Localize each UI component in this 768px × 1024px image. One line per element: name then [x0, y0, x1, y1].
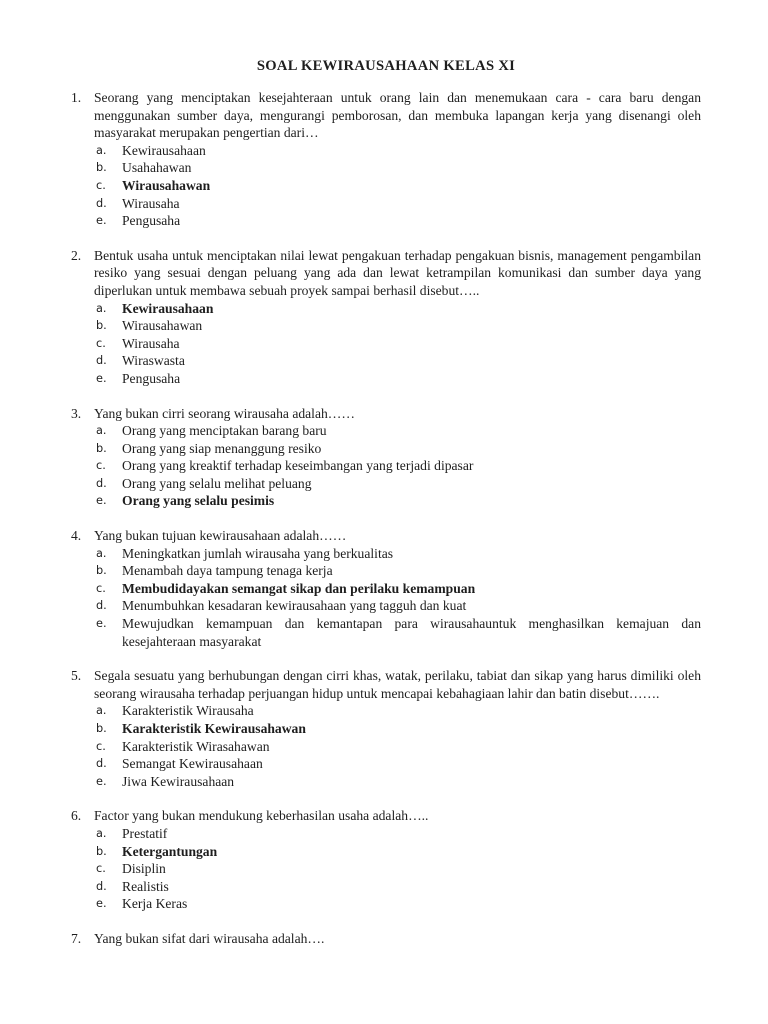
question-item — [71, 667, 701, 790]
option-text: Karakteristik Wirausaha — [122, 703, 254, 719]
option-text: Kerja Keras — [122, 896, 188, 912]
option-letter: b. — [96, 441, 107, 455]
option-letter: a. — [96, 704, 107, 718]
option-letter: d. — [96, 354, 107, 368]
option-row — [96, 457, 701, 475]
option-text: Membudidayakan semangat sikap dan perilaku kemampuan — [122, 580, 476, 596]
option-row — [96, 773, 701, 791]
option-letter: a. — [96, 826, 107, 840]
question-text: Factor yang bukan mendukung keberhasilan usaha adalah….. — [94, 808, 429, 824]
option-text: Realistis — [122, 878, 169, 894]
option-letter: e. — [96, 897, 107, 911]
question-item — [71, 527, 701, 650]
option-row — [96, 860, 701, 878]
page-title: SOAL KEWIRAUSAHAAN KELAS XI — [256, 58, 516, 74]
option-row — [96, 702, 701, 720]
option-text: Kewirausahaan — [122, 142, 206, 158]
question-number: 5. — [71, 668, 82, 684]
option-text: Wirausaha — [122, 335, 180, 351]
option-row — [96, 142, 701, 160]
option-row — [96, 440, 701, 458]
option-row — [96, 159, 701, 177]
option-row — [96, 492, 701, 510]
option-text: Ketergantungan — [122, 843, 218, 859]
question-text: Yang bukan cirri seorang wirausaha adalah…… — [94, 405, 355, 421]
option-row — [96, 597, 701, 615]
question-text: Yang bukan tujuan kewirausahaan adalah…… — [94, 528, 347, 544]
question-item — [71, 89, 701, 230]
option-letter: c. — [96, 459, 106, 473]
option-letter: c. — [96, 178, 106, 192]
option-text: Menumbuhkan kesadaran kewirausahaan yang tagguh dan kuat — [122, 598, 467, 614]
option-text: Wirausahawan — [122, 177, 211, 193]
question-number: 7. — [71, 930, 82, 946]
option-row — [96, 562, 701, 580]
question-text: Seorang yang menciptakan kesejahteraan untuk orang lain dan menemukaan cara - cara baru dengan menggunakan sumber daya, mengurangi pemborosan, dan membuka lapangan kerja yang disenangi oleh masyarakat merupakan pengertian dari… — [94, 90, 701, 141]
option-row — [96, 370, 701, 388]
option-letter: d. — [96, 599, 107, 613]
option-letter: e. — [96, 214, 107, 228]
option-list — [94, 142, 701, 230]
option-list — [94, 825, 701, 913]
question-item — [71, 405, 701, 511]
question-number: 2. — [71, 247, 82, 263]
option-row — [96, 300, 701, 318]
option-letter: c. — [96, 739, 106, 753]
question-number: 4. — [71, 528, 82, 544]
question-item — [71, 930, 701, 948]
option-list — [94, 422, 701, 510]
option-text: Prestatif — [122, 825, 168, 841]
option-text: Orang yang menciptakan barang baru — [122, 423, 327, 439]
option-text: Jiwa Kewirausahaan — [122, 773, 235, 789]
option-letter: d. — [96, 196, 107, 210]
option-letter: d. — [96, 879, 107, 893]
option-letter: b. — [96, 319, 107, 333]
question-number: 1. — [71, 90, 82, 105]
option-letter: e. — [96, 617, 107, 631]
option-text: Pengusaha — [122, 213, 181, 229]
option-row — [96, 720, 701, 738]
option-letter: c. — [96, 336, 106, 350]
option-text: Semangat Kewirausahaan — [122, 756, 263, 772]
option-text: Orang yang siap menanggung resiko — [122, 440, 322, 456]
option-row — [96, 825, 701, 843]
option-text: Orang yang selalu pesimis — [122, 493, 275, 509]
question-body — [94, 807, 701, 913]
question-text: Bentuk usaha untuk menciptakan nilai lewat pengakuan terhadap pengakuan bisnis, management pengambilan resiko yang sesuai dengan peluang yang ada dan lewat ketrampilan komunikasi dan sumber daya yang diperlukan untuk membawa sebuah proyek sampai berhasil disebut….. — [94, 247, 701, 298]
option-row — [96, 195, 701, 213]
question-body — [94, 930, 701, 948]
option-row — [96, 475, 701, 493]
option-row — [96, 352, 701, 370]
question-text: Segala sesuatu yang berhubungan dengan cirri khas, watak, perilaku, tabiat dan sikap yang harus dimiliki oleh seorang wirausaha terhadap perjuangan hidup untuk mencapai kebahagiaan lahir dan batin disebut……. — [94, 668, 701, 701]
question-number: 3. — [71, 405, 82, 421]
option-letter: e. — [96, 774, 107, 788]
option-text: Pengusaha — [122, 370, 181, 386]
question-body — [94, 667, 701, 790]
question-body — [94, 527, 701, 650]
option-letter: b. — [96, 722, 107, 735]
option-text: Kewirausahaan — [122, 300, 214, 316]
option-row — [96, 177, 701, 195]
option-letter: b. — [96, 844, 107, 858]
option-letter: a. — [96, 143, 107, 157]
option-row — [96, 335, 701, 353]
option-text: Usahahawan — [122, 160, 192, 176]
option-letter: c. — [96, 862, 106, 876]
option-text: Menambah daya tampung tenaga kerja — [122, 563, 333, 579]
question-body — [94, 89, 701, 230]
option-letter: b. — [96, 161, 107, 175]
question-body — [94, 405, 701, 511]
option-text: Disiplin — [122, 861, 166, 877]
option-letter: a. — [96, 301, 107, 315]
option-letter: d. — [96, 757, 107, 771]
option-row — [96, 843, 701, 861]
option-row — [96, 738, 701, 756]
option-row — [96, 755, 701, 773]
option-row — [96, 212, 701, 230]
option-list — [94, 545, 701, 651]
question-item — [71, 247, 701, 388]
option-letter: a. — [96, 546, 107, 560]
option-text: Meningkatkan jumlah wirausaha yang berkualitas — [122, 545, 394, 561]
option-text: Orang yang selalu melihat peluang — [122, 475, 312, 491]
option-row — [96, 895, 701, 913]
option-row — [96, 317, 701, 335]
option-letter: e. — [96, 494, 107, 508]
option-letter: e. — [96, 371, 107, 385]
option-row — [96, 878, 701, 896]
option-list — [94, 300, 701, 388]
option-text: Wirausaha — [122, 195, 180, 211]
question-number: 6. — [71, 808, 82, 824]
option-text: Karakteristik Kewirausahawan — [122, 721, 306, 736]
option-text: Karakteristik Wirasahawan — [122, 738, 270, 754]
option-list — [94, 702, 701, 790]
option-text: Wirausahawan — [122, 318, 203, 334]
option-row — [96, 580, 701, 598]
option-letter: b. — [96, 564, 107, 578]
option-text: Wiraswasta — [122, 353, 185, 369]
option-text: Mewujudkan kemampuan dan kemantapan para wirausahauntuk menghasilkan kemajuan dan kesejahteraan masyarakat — [122, 616, 701, 649]
question-text: Yang bukan sifat dari wirausaha adalah…. — [94, 930, 325, 946]
option-row — [96, 615, 701, 650]
question-body — [94, 247, 701, 388]
option-text: Orang yang kreaktif terhadap keseimbangan yang terjadi dipasar — [122, 458, 474, 474]
option-letter: c. — [96, 581, 106, 595]
option-row — [96, 545, 701, 563]
question-item — [71, 807, 701, 913]
option-row — [96, 422, 701, 440]
option-letter: d. — [96, 476, 107, 490]
option-letter: a. — [96, 424, 107, 438]
question-list — [71, 89, 701, 948]
